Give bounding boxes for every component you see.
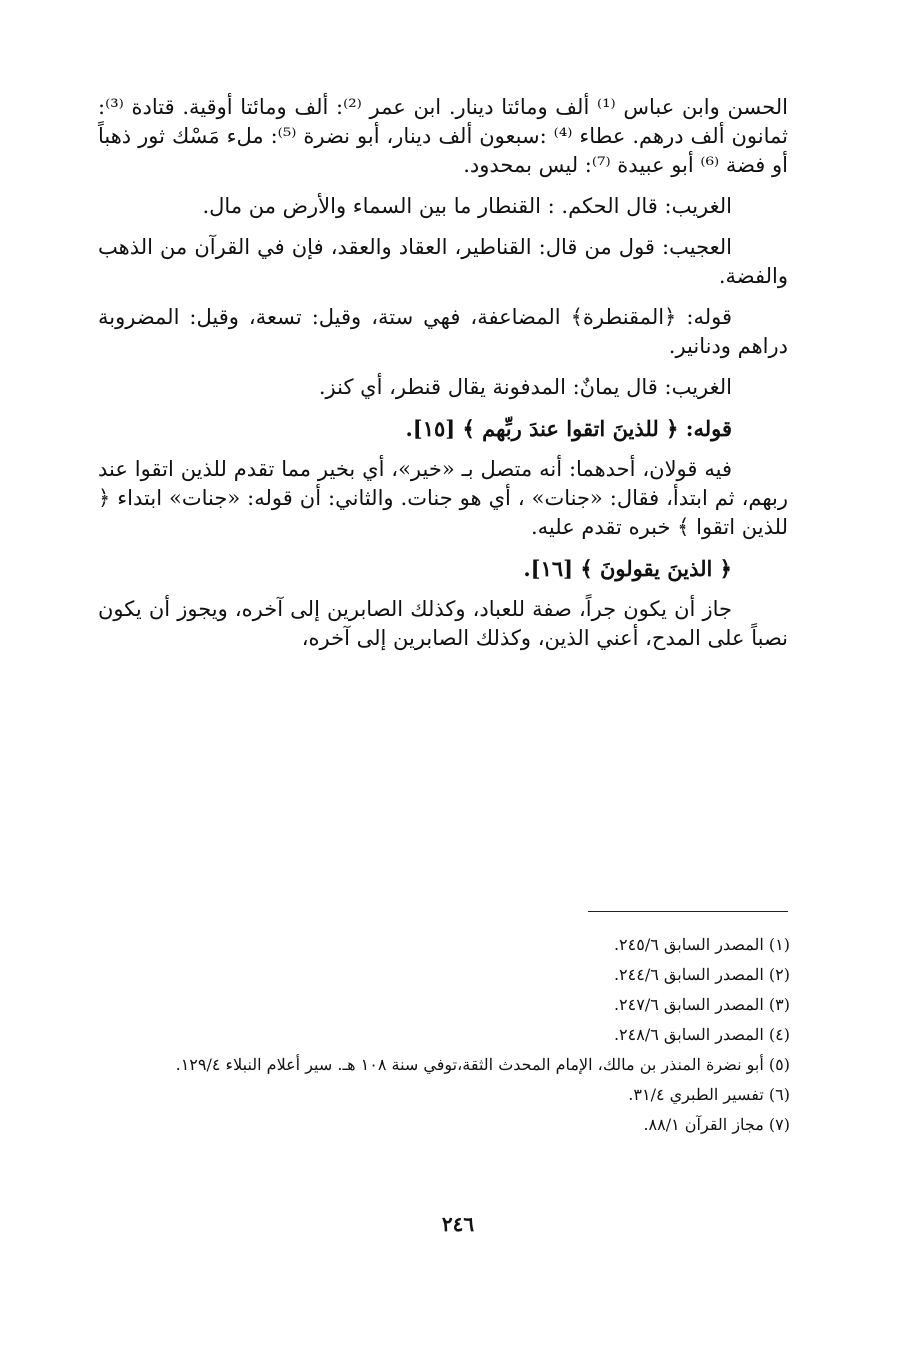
paragraph-9: جاز أن يكون جراً، صفة للعباد، وكذلك الصابرين إلى آخره، ويجوز أن يكون نصباً على المدح، أعني الذين، وكذلك الصابرين إلى آخره، xyxy=(98,597,788,650)
paragraph-5: الغريب: قال يمانٌ: المدفونة يقال قنطر، أي كنز. xyxy=(318,375,732,399)
footnote-5: (٥) أبو نضرة المنذر بن مالك، الإمام المحدث الثقة،توفي سنة ١٠٨ هـ. سير أعلام النبلاء ١٢٩/٤. xyxy=(175,1055,790,1074)
main-text xyxy=(98,93,788,665)
page-number: ٢٤٦ xyxy=(441,1212,475,1236)
verse-heading-16: ﴿ الذينَ يقولونَ ﴾ [١٦]. xyxy=(523,556,732,581)
paragraph-1: الحسن وابن عباس ⁽¹⁾ ألف ومائتا دينار. ابن عمر ⁽²⁾: ألف ومائتا أوقية. قتادة ⁽³⁾: ثمانون ألف درهم. عطاء ⁽⁴⁾ :سبعون ألف دينار، أبو نضرة ⁽⁵⁾: ملء مَسْك ثور ذهباً أو فضة ⁽⁶⁾ أبو عبيدة ⁽⁷⁾: ليس بمحدود. xyxy=(98,95,788,177)
verse-heading-15: قوله: ﴿ للذينَ اتقوا عندَ ربِّهم ﴾ [١٥]. xyxy=(405,416,732,441)
footnote-divider xyxy=(588,911,788,912)
footnote-1: (١) المصدر السابق ٢٤٥/٦. xyxy=(613,935,790,954)
paragraph-3: العجيب: قول من قال: القناطير، العقاد والعقد، فإن في القرآن من الذهب والفضة. xyxy=(98,235,788,288)
footnotes xyxy=(98,930,790,1140)
paragraph-7: فيه قولان، أحدهما: أنه متصل بـ «خير»، أي بخير مما تقدم للذين اتقوا عند ربهم، ثم ابتدأ، فقال: «جنات» ، أي هو جنات. والثاني: أن قوله: «جنات» ابتداء ﴿ للذين اتقوا ﴾ خبره تقدم عليه. xyxy=(98,457,788,539)
footnote-3: (٣) المصدر السابق ٢٤٧/٦. xyxy=(613,995,790,1014)
paragraph-2: الغريب: قال الحكم. : القنطار ما بين السماء والأرض من مال. xyxy=(202,194,732,218)
footnote-4: (٤) المصدر السابق ٢٤٨/٦. xyxy=(613,1025,790,1044)
footnote-7: (٧) مجاز القرآن ٨٨/١. xyxy=(643,1115,790,1134)
paragraph-4: قوله: ﴿المقنطرة﴾ المضاعفة، فهي ستة، وقيل: تسعة، وقيل: المضروبة دراهم ودنانير. xyxy=(98,305,788,358)
footnote-6: (٦) تفسير الطبري ٣١/٤. xyxy=(628,1085,790,1104)
footnote-2: (٢) المصدر السابق ٢٤٤/٦. xyxy=(613,965,790,984)
